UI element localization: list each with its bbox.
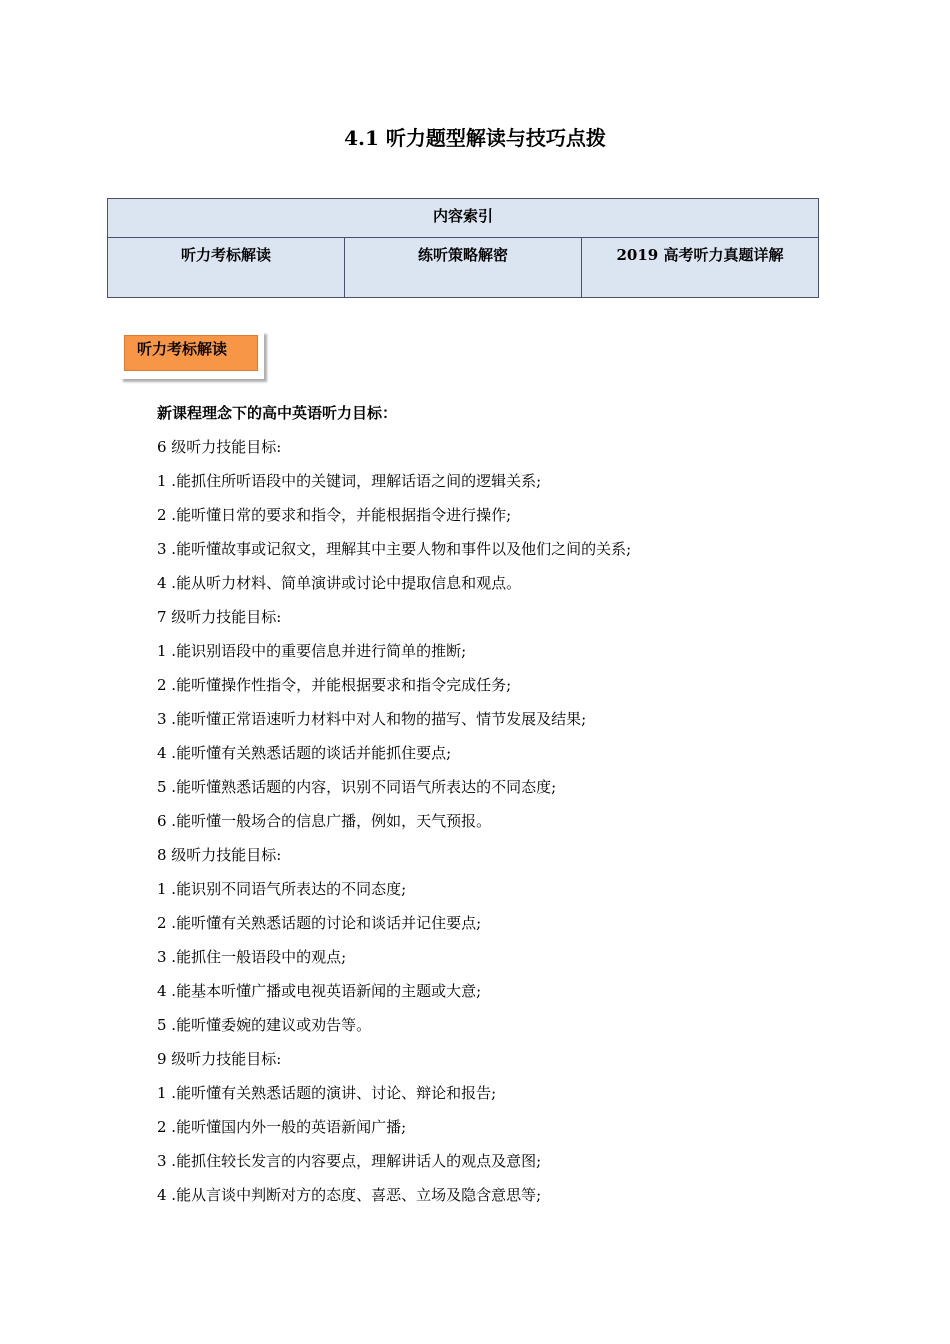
text-line: 1 .能听懂有关熟悉话题的演讲、讨论、辩论和报告; bbox=[157, 1084, 497, 1102]
section-tag-frame bbox=[120, 331, 264, 379]
text-line: 3 .能抓住一般语段中的观点; bbox=[157, 948, 347, 966]
text-line: 7 级听力技能目标: bbox=[157, 608, 282, 626]
content-index-table bbox=[107, 198, 819, 298]
content-body bbox=[157, 396, 837, 1212]
text-line: 1 .能抓住所听语段中的关键词，理解话语之间的逻辑关系; bbox=[157, 472, 542, 490]
index-table-header: 内容索引 bbox=[108, 199, 819, 238]
text-line: 4 .能听懂有关熟悉话题的谈话并能抓住要点; bbox=[157, 744, 452, 762]
text-line: 5 .能听懂熟悉话题的内容，识别不同语气所表达的不同态度; bbox=[157, 778, 557, 796]
text-line: 3 .能抓住较长发言的内容要点，理解讲话人的观点及意图; bbox=[157, 1152, 542, 1170]
section-heading: 新课程理念下的高中英语听力目标： bbox=[157, 404, 398, 422]
document-title: 4.1 听力题型解读与技巧点拨 bbox=[344, 126, 606, 150]
text-line: 3 .能听懂故事或记叙文，理解其中主要人物和事件以及他们之间的关系; bbox=[157, 540, 632, 558]
text-line: 4 .能从言谈中判断对方的态度、喜恶、立场及隐含意思等; bbox=[157, 1186, 542, 1204]
text-line: 6 .能听懂一般场合的信息广播，例如，天气预报。 bbox=[157, 812, 492, 830]
text-line: 2 .能听懂日常的要求和指令，并能根据指令进行操作; bbox=[157, 506, 512, 524]
text-line: 3 .能听懂正常语速听力材料中对人和物的描写、情节发展及结果; bbox=[157, 710, 587, 728]
text-line: 2 .能听懂有关熟悉话题的讨论和谈话并记住要点; bbox=[157, 914, 482, 932]
index-item-practice-strategies[interactable]: 练听策略解密 bbox=[345, 238, 582, 298]
text-line: 2 .能听懂操作性指令，并能根据要求和指令完成任务; bbox=[157, 676, 512, 694]
text-line: 6 级听力技能目标: bbox=[157, 438, 282, 456]
text-line: 2 .能听懂国内外一般的英语新闻广播; bbox=[157, 1118, 407, 1136]
text-line: 1 .能识别不同语气所表达的不同态度; bbox=[157, 880, 407, 898]
section-tag: 听力考标解读 bbox=[124, 335, 258, 371]
index-item-2019-exam-analysis[interactable]: 2019 高考听力真题详解 bbox=[582, 238, 819, 298]
text-line: 8 级听力技能目标: bbox=[157, 846, 282, 864]
text-line: 4 .能基本听懂广播或电视英语新闻的主题或大意; bbox=[157, 982, 482, 1000]
text-line: 1 .能识别语段中的重要信息并进行简单的推断; bbox=[157, 642, 467, 660]
index-item-listening-standards[interactable]: 听力考标解读 bbox=[108, 238, 345, 298]
text-line: 5 .能听懂委婉的建议或劝告等。 bbox=[157, 1016, 372, 1034]
text-line: 9 级听力技能目标: bbox=[157, 1050, 282, 1068]
text-line: 4 .能从听力材料、简单演讲或讨论中提取信息和观点。 bbox=[157, 574, 522, 592]
